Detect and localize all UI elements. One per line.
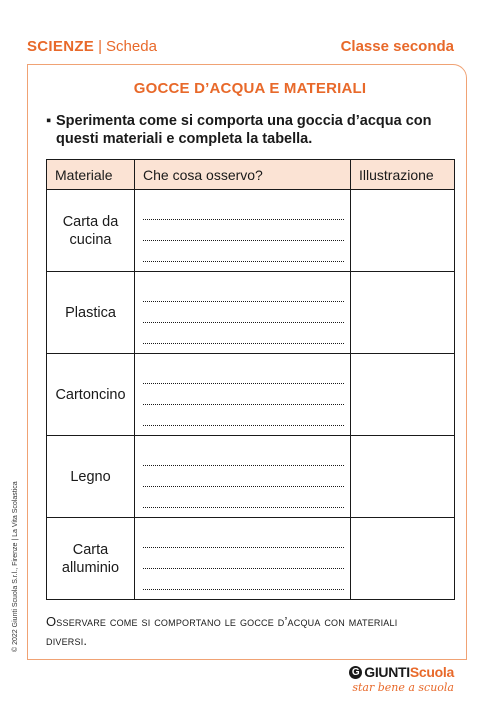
header-separator: | [98,38,103,55]
illustration-cell[interactable] [351,518,455,600]
observation-cell[interactable] [135,272,351,354]
logo-tagline: star bene a scuola [352,681,454,694]
table-row [47,190,455,272]
logo-brand-giunti: GIUNTI [364,664,410,680]
instruction-line-2: questi materiali e completa la tabella. [56,131,313,147]
class-label: Classe seconda [340,38,454,55]
giunti-scuola-logo [344,664,454,694]
logo-brand-scuola: Scuola [409,664,454,680]
material-cell: Carta alluminio [47,518,135,600]
instruction-line-1: Sperimenta come si comporta una goccia d’acqua con [56,113,432,129]
header-materiale: Materiale [47,160,135,190]
observation-cell[interactable] [135,354,351,436]
sheet-type-label: Scheda [106,38,157,55]
material-cell: Cartoncino [47,354,135,436]
subject-label: SCIENZE [27,38,95,55]
table-row [47,436,455,518]
observation-table [46,159,455,600]
header-illustrazione: Illustrazione [351,160,455,190]
giunti-g-icon: G [349,666,362,679]
illustration-cell[interactable] [351,436,455,518]
bullet-icon: ▪ [46,113,52,129]
material-cell: Plastica [47,272,135,354]
table-row [47,354,455,436]
header-osservo: Che cosa osservo? [135,160,351,190]
illustration-cell[interactable] [351,190,455,272]
observation-cell[interactable] [135,436,351,518]
observation-cell[interactable] [135,190,351,272]
illustration-cell[interactable] [351,272,455,354]
table-row [47,272,455,354]
worksheet-title: GOCCE D’ACQUA E MATERIALI [133,80,367,97]
material-cell: Carta da cucina [47,190,135,272]
footnote: Osservare come si comportano le gocce d’acqua con materiali diversi. [46,614,398,648]
material-cell: Legno [47,436,135,518]
header-subject [27,38,157,55]
table-header-row [47,160,455,190]
copyright-notice: © 2022 Giunti Scuola S.r.l., Firenze | La Vita Scolastica [12,481,19,652]
observation-cell[interactable] [135,518,351,600]
illustration-cell[interactable] [351,354,455,436]
instruction [46,112,446,148]
table-row [47,518,455,600]
